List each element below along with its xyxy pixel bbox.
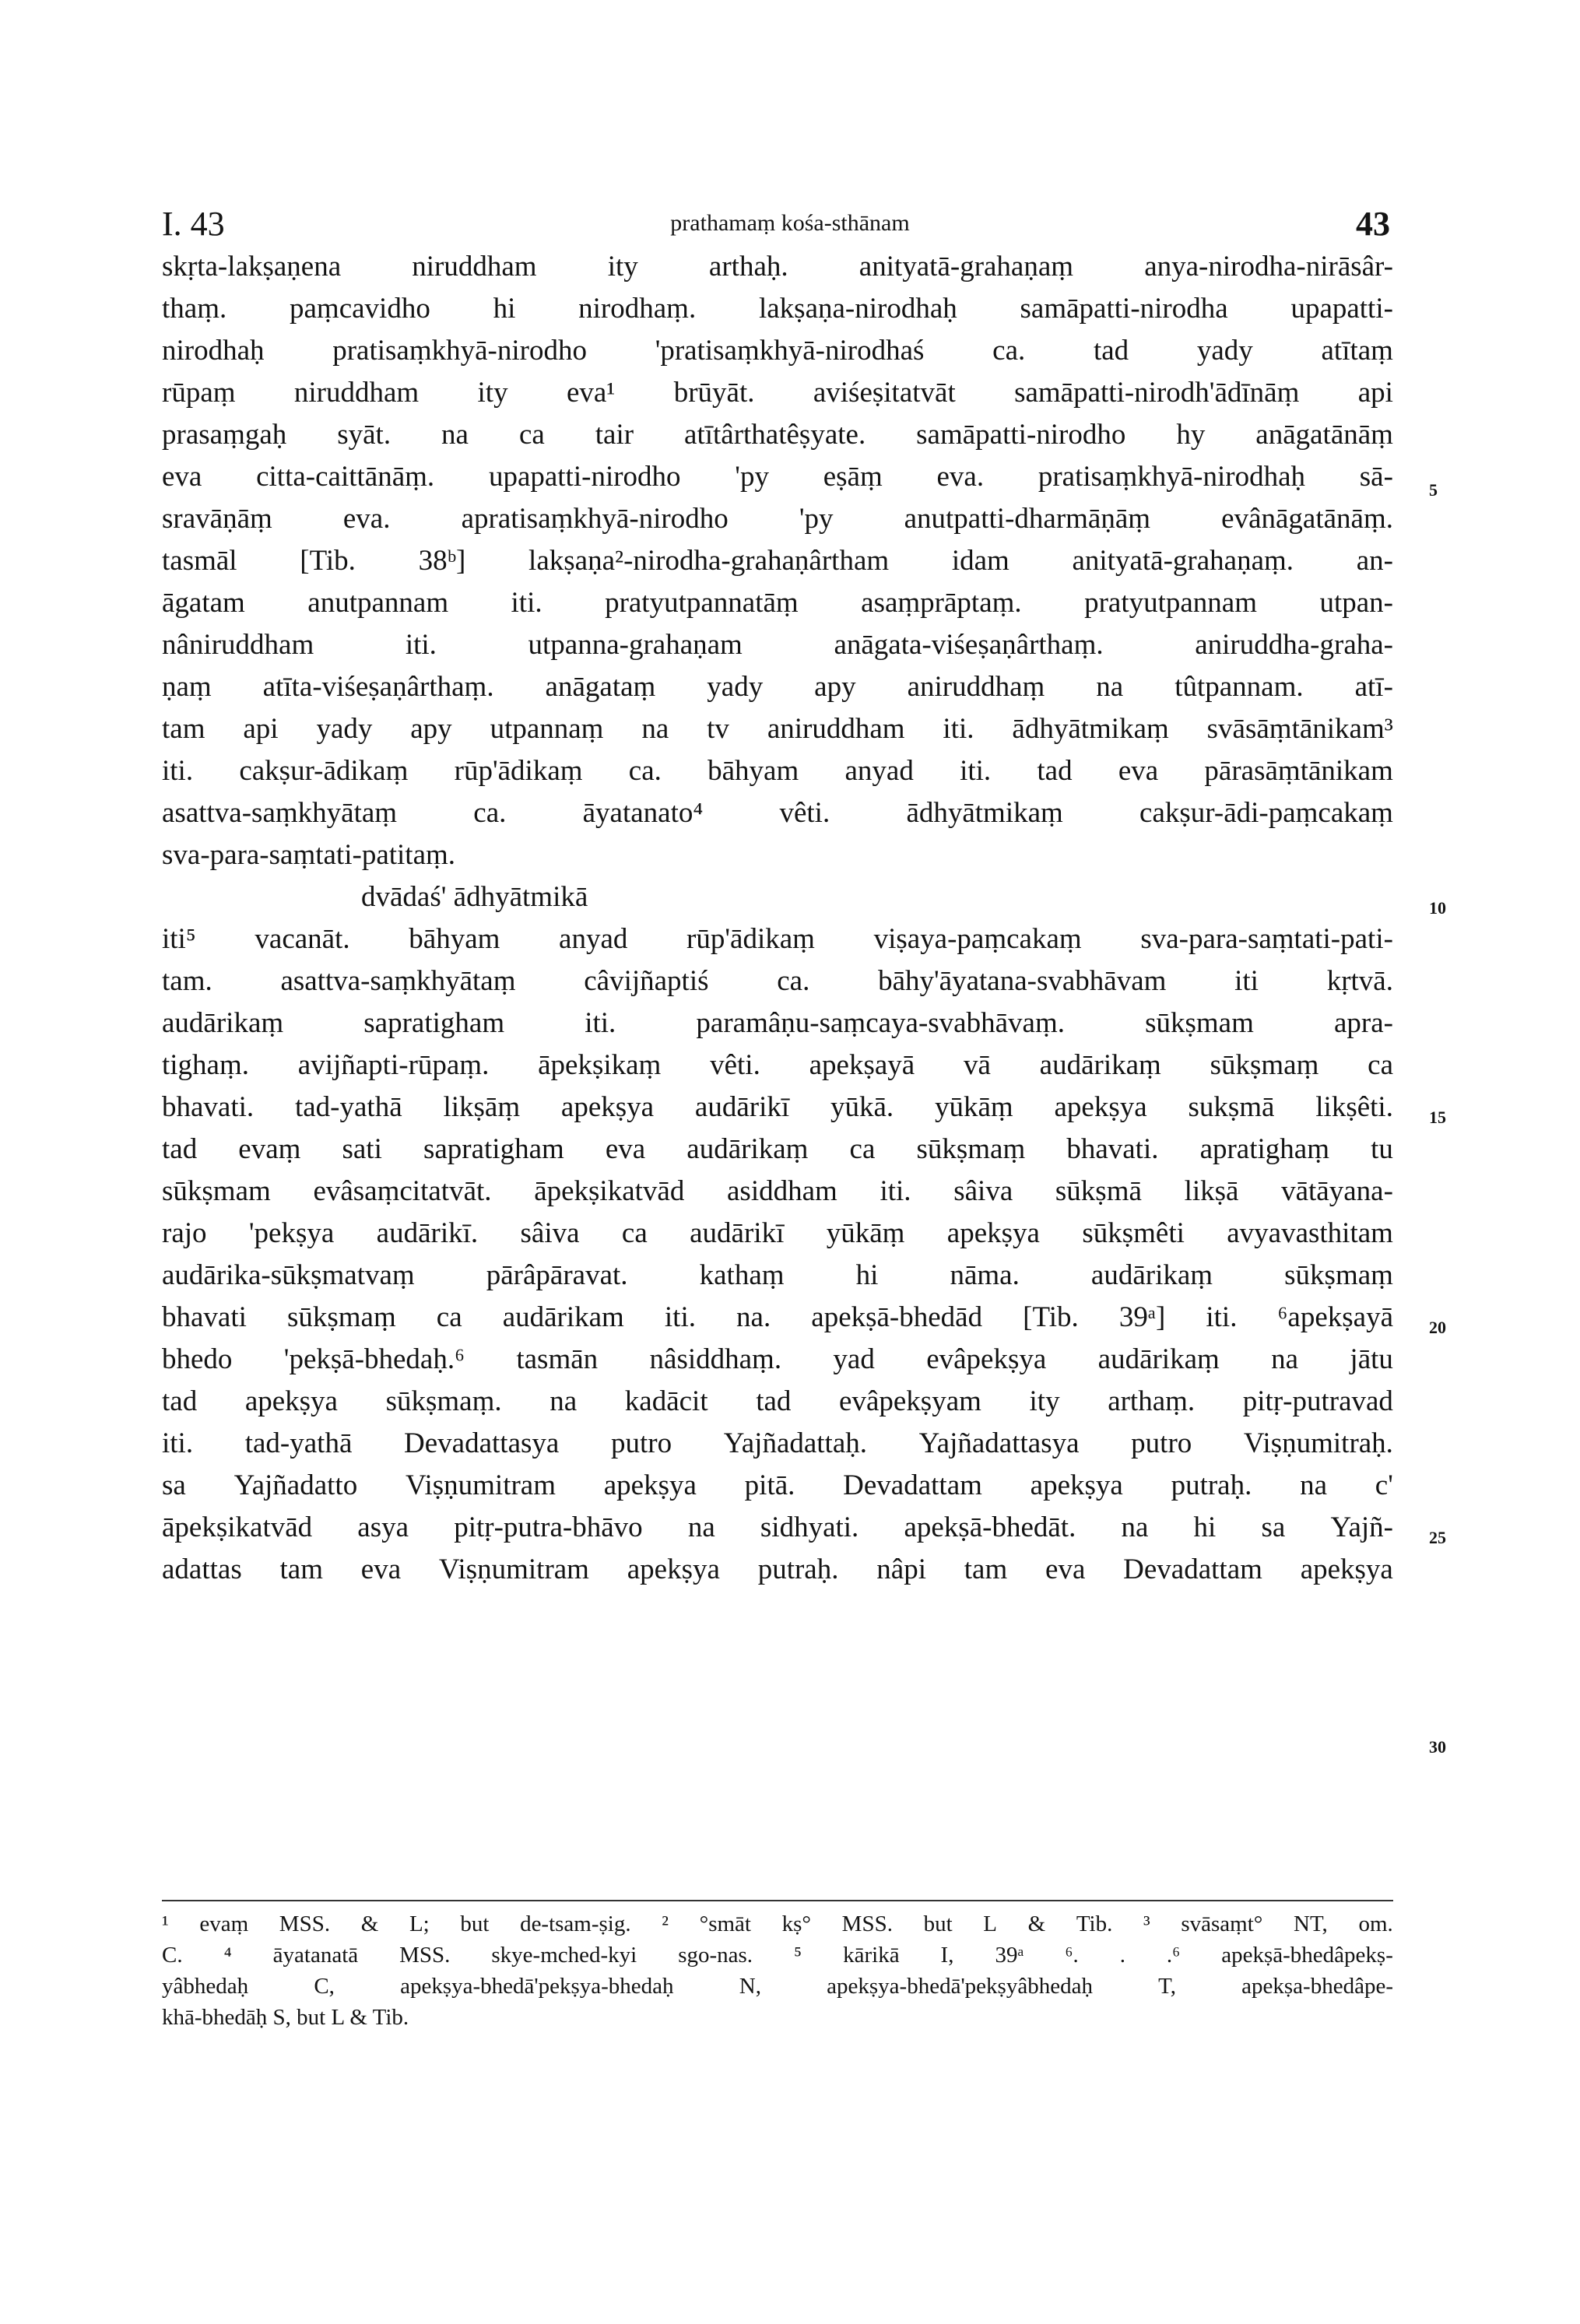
text-line: ṇaṃ atīta-viśeṣaṇârthaṃ. anāgataṃ yady apy aniruddhaṃ na tûtpannam. atī- [162,671,1393,703]
text-line: iti. cakṣur-ādikaṃ rūp'ādikaṃ ca. bāhyam anyad iti. tad eva pārasāṃtānikam [162,755,1393,787]
text-line: prasaṃgaḥ syāt. na ca tair atītârthatêṣyate. samāpatti-nirodho hy anāgatānāṃ [162,419,1393,451]
line-number: 25 [1429,1528,1446,1547]
footnote-line: khā-bhedāḥ S, but L & Tib. [162,2005,409,2030]
text-line: adattas tam eva Viṣṇumitram apekṣya putraḥ. nâpi tam eva Devadattam apekṣya [162,1553,1393,1585]
footnote-rule [162,1900,1393,1901]
text-line: rajo 'pekṣya audārikī. sâiva ca audārikī yūkāṃ apekṣya sūkṣmêti avyavasthitam [162,1217,1393,1249]
text-line: tam api yady apy utpannaṃ na tv aniruddham iti. ādhyātmikaṃ svāsāṃtānikam³ [162,713,1393,745]
text-line: bhavati. tad-yathā likṣāṃ apekṣya audārikī yūkā. yūkāṃ apekṣya sukṣmā likṣêti. [162,1091,1393,1123]
text-line: nirodhaḥ pratisaṃkhyā-nirodho 'pratisaṃkhyā-nirodhaś ca. tad yady atītaṃ [162,335,1393,367]
section-number: I. 43 [162,205,225,243]
text-line: sa Yajñadatto Viṣṇumitram apekṣya pitā. Devadattam apekṣya putraḥ. na c' [162,1469,1393,1501]
text-line: āpekṣikatvād asya pitṛ-putra-bhāvo na sidhyati. apekṣā-bhedāt. na hi sa Yajñ- [162,1511,1393,1543]
line-number: 15 [1429,1108,1446,1127]
footnote-line: ¹ evaṃ MSS. & L; but de-tsam-ṣig. ² °smāt kṣ° MSS. but L & Tib. ³ svāsaṃt° NT, om. [162,1912,1393,1936]
text-line: dvādaś' ādhyātmikā [361,881,588,913]
text-line: sva-para-saṃtati-patitaṃ. [162,839,456,871]
text-line: iti⁵ vacanāt. bāhyam anyad rūp'ādikaṃ viṣaya-paṃcakaṃ sva-para-saṃtati-pati- [162,923,1393,955]
running-title: prathamaṃ kośa-sthānam [670,210,910,236]
text-line: skṛta-lakṣaṇena niruddham ity arthaḥ. anityatā-grahaṇaṃ anya-nirodha-nirāsâr- [162,251,1393,283]
text-line: tasmāl [Tib. 38ᵇ] lakṣaṇa²-nirodha-grahaṇârtham idam anityatā-grahaṇaṃ. an- [162,545,1393,577]
line-number: 30 [1429,1737,1446,1757]
footnote-line: yâbhedaḥ C, apekṣya-bhedā'pekṣya-bhedaḥ N, apekṣya-bhedā'pekṣyâbhedaḥ T, apekṣa-bhedâpe- [162,1974,1393,1999]
page-number: 43 [1356,205,1390,243]
text-line: bhedo 'pekṣā-bhedaḥ.⁶ tasmān nâsiddhaṃ. yad evâpekṣya audārikaṃ na jātu [162,1343,1393,1375]
text-line: tighaṃ. avijñapti-rūpaṃ. āpekṣikaṃ vêti. apekṣayā vā audārikaṃ sūkṣmaṃ ca [162,1049,1393,1081]
footnote-line: C. ⁴ āyatanatā MSS. skye-mched-kyi sgo-nas. ⁵ kārikā I, 39ᵃ ⁶. . .⁶ apekṣā-bhedâpekṣ- [162,1943,1393,1968]
text-line: rūpaṃ niruddham ity eva¹ brūyāt. aviśeṣitatvāt samāpatti-nirodh'ādīnāṃ api [162,377,1393,409]
text-line: audārikaṃ sapratigham iti. paramâṇu-saṃcaya-svabhāvaṃ. sūkṣmam apra- [162,1007,1393,1039]
line-number: 20 [1429,1318,1446,1337]
main-text [162,246,1393,1591]
text-line: audārika-sūkṣmatvaṃ pārâpāravat. kathaṃ hi nāma. audārikaṃ sūkṣmaṃ [162,1259,1393,1291]
line-number: 5 [1429,480,1438,500]
text-line: iti. tad-yathā Devadattasya putro Yajñadattaḥ. Yajñadattasya putro Viṣṇumitraḥ. [162,1427,1393,1459]
text-line: tad evaṃ sati sapratigham eva audārikaṃ ca sūkṣmaṃ bhavati. apratighaṃ tu [162,1133,1393,1165]
text-line: sravāṇāṃ eva. apratisaṃkhyā-nirodho 'py anutpatti-dharmāṇāṃ evânāgatānāṃ. [162,503,1393,535]
text-line: asattva-saṃkhyātaṃ ca. āyatanato⁴ vêti. ādhyātmikaṃ cakṣur-ādi-paṃcakaṃ [162,797,1393,829]
text-line: bhavati sūkṣmaṃ ca audārikam iti. na. apekṣā-bhedād [Tib. 39ᵃ] iti. ⁶apekṣayā [162,1301,1393,1333]
text-line: āgatam anutpannam iti. pratyutpannatāṃ asaṃprāptaṃ. pratyutpannam utpan- [162,587,1393,619]
line-number: 10 [1429,898,1446,918]
text-line: eva citta-caittānāṃ. upapatti-nirodho 'py eṣāṃ eva. pratisaṃkhyā-nirodhaḥ sā- [162,461,1393,493]
text-line: nâniruddham iti. utpanna-grahaṇam anāgata-viśeṣaṇârthaṃ. aniruddha-graha- [162,629,1393,661]
text-line: thaṃ. paṃcavidho hi nirodhaṃ. lakṣaṇa-nirodhaḥ samāpatti-nirodha upapatti- [162,293,1393,325]
text-line: tam. asattva-saṃkhyātaṃ câvijñaptiś ca. bāhy'āyatana-svabhāvam iti kṛtvā. [162,965,1393,997]
footnotes [162,1908,1393,2033]
text-line: tad apekṣya sūkṣmaṃ. na kadācit tad evâpekṣyam ity arthaṃ. pitṛ-putravad [162,1385,1393,1417]
text-line: sūkṣmam evâsaṃcitatvāt. āpekṣikatvād asiddham iti. sâiva sūkṣmā likṣā vātāyana- [162,1175,1393,1207]
